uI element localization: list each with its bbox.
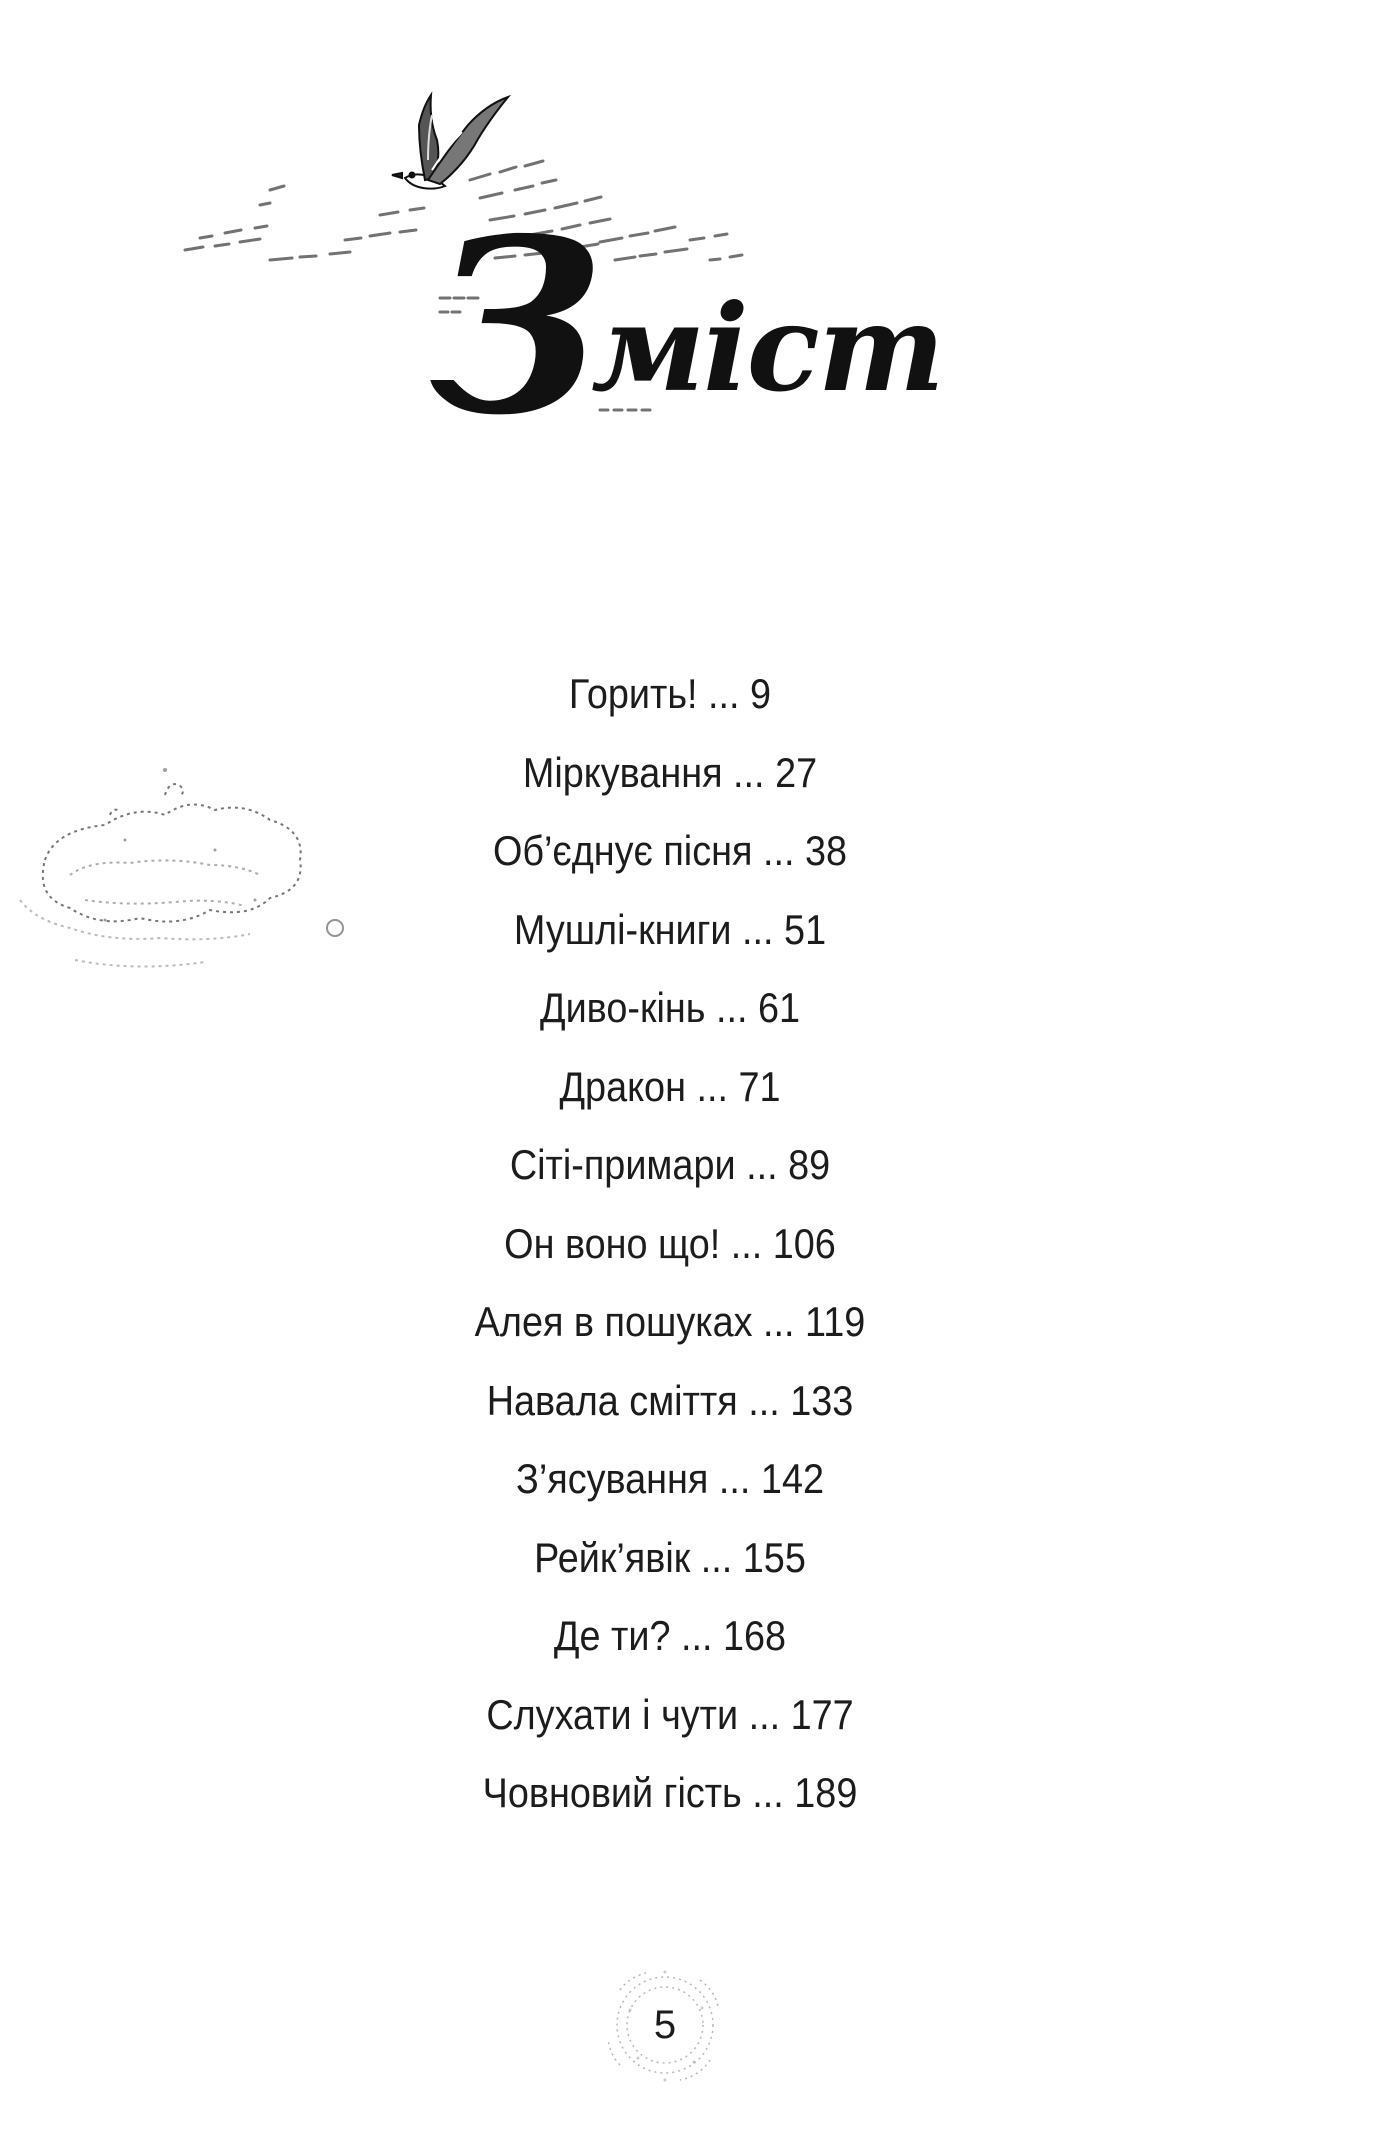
toc-page-number: 9: [750, 670, 772, 718]
toc-leader: ...: [746, 1141, 778, 1189]
toc-entry: [337, 655, 1003, 734]
toc-chapter-title: З’ясування: [516, 1455, 709, 1503]
toc-leader: ...: [730, 1219, 763, 1267]
toc-page-number: 27: [775, 748, 818, 796]
page-footer: [590, 1950, 740, 2100]
toc-leader: ...: [742, 905, 774, 953]
toc-entry: [337, 1754, 1003, 1833]
toc-chapter-title: Дракон: [559, 1062, 686, 1110]
toc-leader: ...: [708, 670, 740, 718]
toc-chapter-title: Горить!: [568, 670, 698, 718]
toc-chapter-title: Рейк’явік: [534, 1533, 691, 1581]
toc-entry: [337, 1205, 1003, 1284]
toc-page-number: 177: [790, 1690, 854, 1738]
toc-page-number: 155: [742, 1533, 806, 1581]
toc-chapter-title: Мушлі-книги: [513, 905, 732, 953]
toc-page-number: 189: [794, 1769, 858, 1817]
toc-page-number: 168: [723, 1612, 787, 1660]
toc-leader: ...: [715, 984, 748, 1032]
toc-page-number: 71: [738, 1062, 781, 1110]
toc-chapter-title: Об’єднує пісня: [492, 827, 753, 875]
page-title: [430, 185, 943, 468]
toc-entry: [337, 891, 1003, 970]
toc-chapter-title: Міркування: [522, 748, 723, 796]
title-initial: З: [430, 186, 598, 468]
toc-page-number: 133: [790, 1376, 854, 1424]
toc-entry: [337, 1597, 1003, 1676]
toc-chapter-title: Сіті-примари: [509, 1141, 736, 1189]
toc-entry: [337, 1440, 1003, 1519]
toc-entry: [337, 1283, 1003, 1362]
toc-chapter-title: Слухати і чути: [486, 1690, 739, 1738]
table-of-contents: [300, 655, 1040, 1833]
toc-chapter-title: Де ти?: [553, 1612, 671, 1660]
toc-entry: [337, 1126, 1003, 1205]
toc-leader: ...: [763, 1298, 795, 1346]
page-number: 5: [653, 2002, 677, 2047]
toc-leader: ...: [718, 1455, 751, 1503]
toc-page-number: 119: [805, 1298, 866, 1346]
toc-entry: [337, 1362, 1003, 1441]
toc-entry: [337, 1048, 1003, 1127]
toc-entry: [337, 1519, 1003, 1598]
toc-entry: [337, 812, 1003, 891]
toc-entry: [337, 734, 1003, 813]
toc-leader: ...: [680, 1612, 713, 1660]
title-rest: міст: [591, 278, 943, 419]
toc-leader: ...: [752, 1769, 784, 1817]
toc-chapter-title: Диво-кінь: [539, 984, 706, 1032]
toc-page-number: 89: [788, 1141, 831, 1189]
toc-entry: [337, 969, 1003, 1048]
toc-leader: ...: [700, 1533, 733, 1581]
toc-page-number: 106: [772, 1219, 836, 1267]
toc-leader: ...: [748, 1376, 780, 1424]
toc-leader: ...: [762, 827, 795, 875]
toc-leader: ...: [733, 748, 765, 796]
toc-chapter-title: Навала сміття: [486, 1376, 738, 1424]
toc-page-number: 142: [760, 1455, 824, 1503]
toc-page-number: 61: [757, 984, 801, 1032]
toc-chapter-title: Алея в пошуках: [474, 1298, 753, 1346]
toc-entry: [337, 1676, 1003, 1755]
toc-leader: ...: [696, 1062, 728, 1110]
toc-chapter-title: Човновий гість: [482, 1769, 742, 1817]
toc-page-number: 38: [804, 827, 848, 875]
toc-page-number: 51: [784, 905, 827, 953]
toc-leader: ...: [748, 1690, 781, 1738]
toc-chapter-title: Он воно що!: [504, 1219, 721, 1267]
